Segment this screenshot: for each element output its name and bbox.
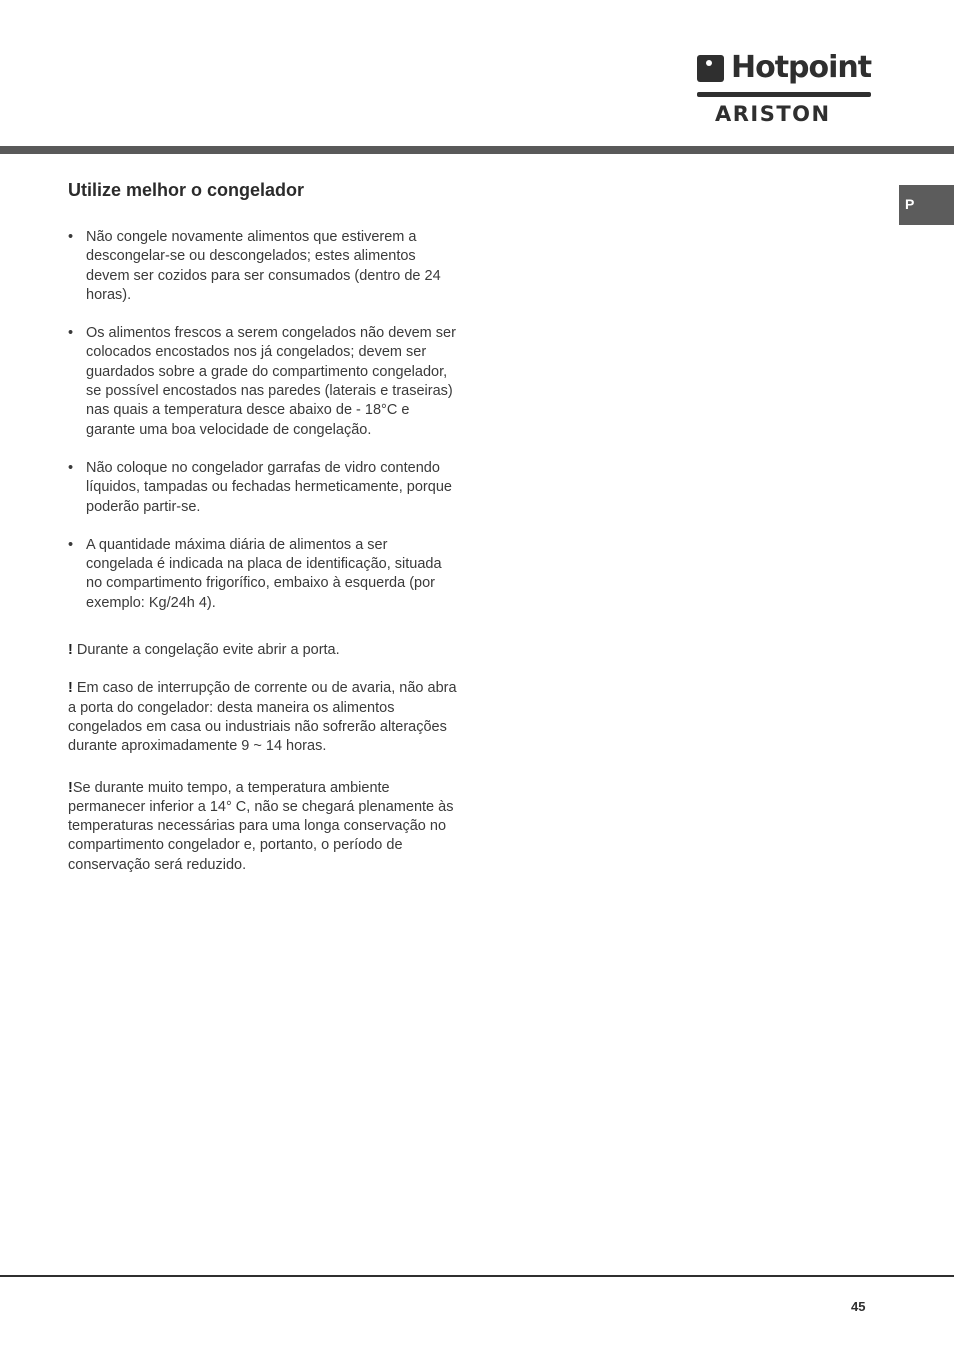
- brand-logo: [697, 52, 871, 126]
- warning-note: [68, 779, 458, 875]
- bullet-icon: •: [68, 229, 74, 245]
- warning-mark-icon: !: [68, 642, 73, 659]
- warning-note-text: Em caso de interrupção de corrente ou de avaria, não abra a porta do congelador: desta maneira os alimentos congelados em casa ou industriais não sofrerão alterações durante aproximadamente 9 ~ 14 horas.: [68, 680, 457, 755]
- language-tab: [899, 185, 954, 225]
- warning-note: [68, 679, 458, 756]
- tips-list: [68, 228, 458, 613]
- warning-mark-icon: !: [68, 779, 73, 796]
- list-item-text: A quantidade máxima diária de alimentos a ser congelada é indicada na placa de identificação, situada no compartimento frigorífico, embaixo à esquerda (por exemplo: Kg/24h 4).: [86, 536, 442, 611]
- list-item: [68, 536, 458, 613]
- list-item-text: Não coloque no congelador garrafas de vidro contendo líquidos, tampadas ou fechadas hermeticamente, porque poderão partir-se.: [86, 459, 452, 515]
- list-item: [68, 459, 458, 517]
- footer-divider: [0, 1275, 954, 1277]
- bullet-icon: •: [68, 459, 74, 476]
- warning-notes: [68, 641, 458, 875]
- logo-wordmark: Hotpoint: [731, 50, 872, 85]
- language-tab-label: P: [905, 196, 915, 212]
- logo-mark-icon: [697, 55, 724, 82]
- warning-note: [68, 641, 458, 660]
- list-item: [68, 324, 458, 440]
- list-item-text: Não congele novamente alimentos que estiverem a descongelar-se ou descongelados; estes alimentos devem ser cozidos para ser consumados (dentro de 24 horas).: [86, 229, 441, 303]
- page-number: 45: [851, 1299, 866, 1314]
- logo-subbrand: ARISTON: [715, 102, 831, 126]
- list-item: [68, 228, 458, 305]
- bullet-icon: •: [68, 536, 74, 553]
- list-item-text: Os alimentos frescos a serem congelados não devem ser colocados encostados nos já congelados; devem ser guardados sobre a grade do compartimento congelador, se possível encostados nas paredes (laterais e traseiras) nas quais a temperatura desce abaixo de - 18°C e garante uma boa velocidade de congelação.: [86, 325, 456, 438]
- logo-rule: [697, 92, 871, 97]
- warning-note-text: Se durante muito tempo, a temperatura ambiente permanecer inferior a 14° C, não se chegará plenamente às temperaturas necessárias para uma longa conservação no compartimento congelador e, portanto, o período de conservação será reduzido.: [68, 779, 454, 873]
- section-heading: Utilize melhor o congelador: [68, 180, 305, 200]
- warning-mark-icon: !: [68, 680, 73, 697]
- main-content: [68, 178, 458, 894]
- warning-note-text: Durante a congelação evite abrir a porta.: [72, 642, 340, 659]
- header-divider: [0, 146, 954, 154]
- bullet-icon: •: [68, 325, 74, 342]
